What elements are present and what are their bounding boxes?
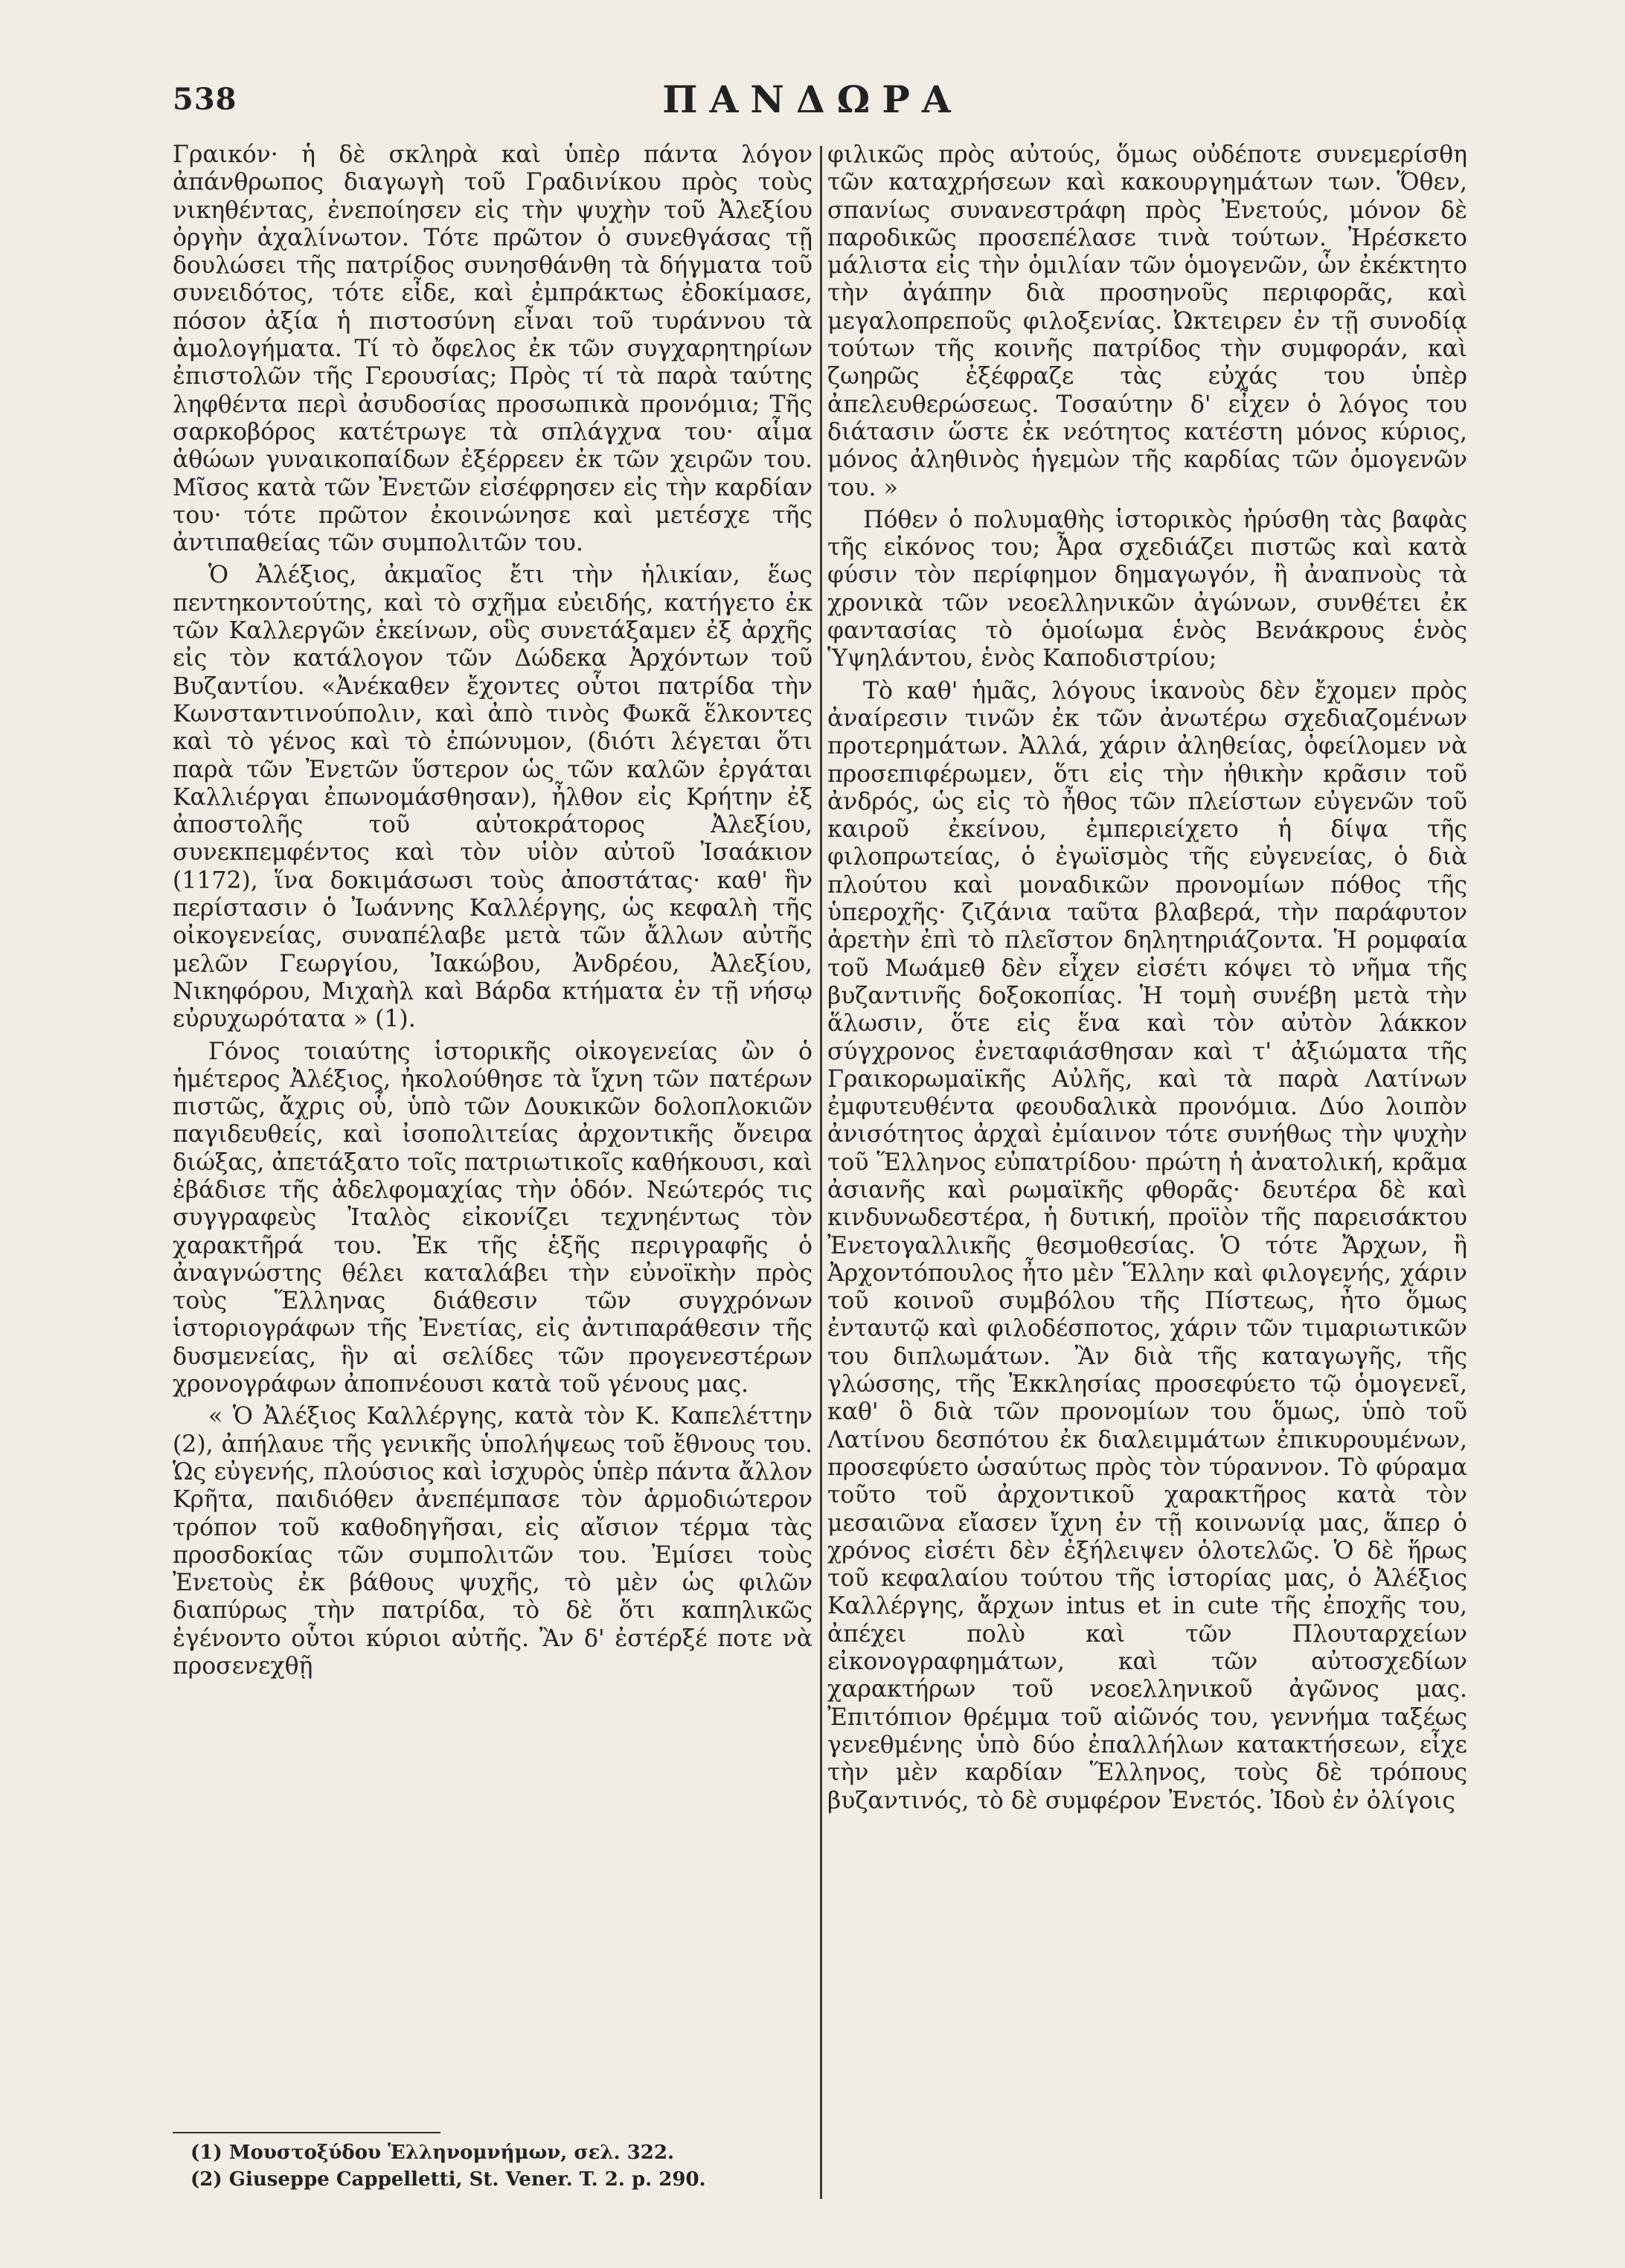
- running-head: ΠΑΝΔΩΡΑ: [662, 77, 963, 121]
- footnote-divider: [173, 2132, 440, 2133]
- footnotes: [190, 2139, 815, 2193]
- paragraph: Πόθεν ὁ πολυμαθὴς ἱστορικὸς ἠρύσθη τὰς βαφὰς τῆς εἰκόνος του; Ἆρα σχεδιάζει πιστῶς καὶ κατὰ φύσιν τὸν περίφημον δημαγωγόν, ἢ ἀναπνοὺς τὰ χρονικὰ τῶν νεοελληνικῶν ἀγώνων, συνθέτει ἐκ φαντασίας τὸ ὁμοίωμα ἑνὸς Βενάκρους ἑνὸς Ὑψηλάντου, ἑνὸς Καποδιστρίου;: [827, 506, 1467, 672]
- paragraph: Τὸ καθ' ἡμᾶς, λόγους ἱκανοὺς δὲν ἔχομεν πρὸς ἀναίρεσιν τινῶν ἐκ τῶν ἀνωτέρω σχεδιαζομένων προτερημάτων. Ἀλλά, χάριν ἀληθείας, ὀφείλομεν νὰ προσεπιφέρωμεν, ὅτι εἰς τὴν ἠθικὴν κρᾶσιν τοῦ ἀνδρός, ὡς εἰς τὸ ἦθος τῶν πλείστων εὐγενῶν τοῦ καιροῦ ἐκείνου, ἐμπεριείχετο ἡ δίψα τῆς φιλοπρωτείας, ὁ ἐγωϊσμὸς τῆς εὐγενείας, ὁ διὰ πλούτου καὶ μοναδικῶν προνομίων πόθος τῆς ὑπεροχῆς· ζιζάνια ταῦτα βλαβερά, τὴν παράφυτον ἀρετὴν ἐπὶ τὸ πλεῖστον δηλητηριάζοντα. Ἡ ρομφαία τοῦ Μωάμεθ δὲν εἶχεν εἰσέτι κόψει τὸ νῆμα τῆς βυζαντινῆς δοξοκοπίας. Ἡ τομὴ συνέβη μετὰ τὴν ἅλωσιν, ὅτε εἰς ἕνα καὶ τὸν αὐτὸν λάκκον σύγχρονος ἐνεταφιάσθησαν καὶ τ' ἀξιώματα τῆς Γραικορωμαϊκῆς Αὐλῆς, καὶ τὰ παρὰ Λατίνων ἐμφυτευθέντα φεουδαλικὰ προνόμια. Δύο λοιπὸν ἀνισότητος ἀρχαὶ ἐμίαινον τότε συνήθως τὴν ψυχὴν τοῦ Ἕλληνος εὐπατρίδου· πρώτη ἡ ἀνατολική, κρᾶμα ἀσιανῆς καὶ ρωμαϊκῆς φθορᾶς· δευτέρα δὲ καὶ κινδυνωδεστέρα, ἡ δυτική, προϊὸν τῆς παρεισάκτου Ἐνετογαλλικῆς θεσμοθεσίας. Ὁ τότε Ἄρχων, ἢ Ἀρχοντόπουλος ἦτο μὲν Ἕλλην καὶ φιλογενής, χάριν τοῦ κοινοῦ συμβόλου τῆς Πίστεως, ἦτο ὅμως ἐνταυτῷ καὶ φιλοδέσποτος, χάριν τῶν τιμαριωτικῶν του διπλωμάτων. Ἂν διὰ τῆς καταγωγῆς, τῆς γλώσσης, τῆς Ἐκκλησίας προσεφύετο τῷ ὁμογενεῖ, καθ' ὃ διὰ τῶν προνομίων του ὅμως, ὑπὸ τοῦ Λατίνου δεσπότου ἐκ διαλειμμάτων ἐπικυρουμένων, προσεφύετο ὡσαύτως πρὸς τὸν τύραννον. Τὸ φύραμα τοῦτο τοῦ ἀρχοντικοῦ χαρακτῆρος κατὰ τὸν μεσαιῶνα εἴασεν ἴχνη ἐν τῇ κοινωνίᾳ μας, ἅπερ ὁ χρόνος εἰσέτι δὲν ἐξήλειψεν ὁλοτελῶς. Ὁ δὲ ἥρως τοῦ κεφαλαίου τούτου τῆς ἱστορίας μας, ὁ Ἀλέξιος Καλλέργης, ἄρχων intus et in cute τῆς ἐποχῆς του, ἀπέχει πολὺ καὶ τῶν Πλουταρχείων εἰκονογραφημάτων, καὶ τῶν αὐτοσχεδίων χαρακτήρων τοῦ νεοελληνικοῦ ἀγῶνος μας. Ἐπιτόπιον θρέμμα τοῦ αἰῶνός του, γεννήμα ταξέως γενεθμένης ὑπὸ δύο ἐπαλλήλων κατακτήσεων, εἶχε τὴν μὲν καρδίαν Ἕλληνος, τοὺς δὲ τρόπους βυζαντινός, τὸ δὲ συμφέρον Ἐνετός. Ἰδοὺ ἐν ὀλίγοις: [827, 677, 1467, 1814]
- paragraph: Ὁ Ἀλέξιος, ἀκμαῖος ἔτι τὴν ἡλικίαν, ἕως πεντηκοντούτης, καὶ τὸ σχῆμα εὐειδής, κατήγετο ἐκ τῶν Καλλεργῶν ἐκείνων, οὓς συνετάξαμεν ἐξ ἀρχῆς εἰς τὸν κατάλογον τῶν Δώδεκα Ἀρχόντων τοῦ Βυζαντίου. «Ἀνέκαθεν ἔχοντες οὗτοι πατρίδα τὴν Κωνσταντινούπολιν, καὶ ἀπὸ τινὸς Φωκᾶ ἕλκοντες καὶ τὸ γένος καὶ τὸ ἐπώνυμον, (διότι λέγεται ὅτι παρὰ τῶν Ἐνετῶν ὕστερον ὡς τῶν καλῶν ἐργάται Καλλιέργαι ἐπωνομάσθησαν), ἦλθον εἰς Κρήτην ἐξ ἀποστολῆς τοῦ αὐτοκράτορος Ἀλεξίου, συνεκπεμφέντος καὶ τὸν υἱὸν αὐτοῦ Ἰσαάκιον (1172), ἵνα δοκιμάσωσι τοὺς ἀποστάτας· καθ' ἣν περίστασιν ὁ Ἰωάννης Καλλέργης, ὡς κεφαλὴ τῆς οἰκογενείας, συναπέλαβε μετὰ τῶν ἄλλων αὐτῆς μελῶν Γεωργίου, Ἰακώβου, Ἀνδρέου, Ἀλεξίου, Νικηφόρου, Μιχαὴλ καὶ Βάρδα κτήματα ἐν τῇ νήσῳ εὐρυχωρότατα » (1).: [173, 562, 812, 1033]
- page-number: 538: [173, 82, 237, 117]
- left-column: [173, 141, 812, 1680]
- column-divider: [820, 146, 822, 2199]
- paragraph: φιλικῶς πρὸς αὐτούς, ὅμως οὐδέποτε συνεμερίσθη τῶν καταχρήσεων καὶ κακουργημάτων των. Ὅθεν, σπανίως συνανεστράφη πρὸς Ἐνετούς, μόνον δὲ παροδικῶς προσεπέλασε τινὰ τούτων. Ἠρέσκετο μάλιστα εἰς τὴν ὁμιλίαν τῶν ὁμογενῶν, ὧν ἐκέκτητο τὴν ἀγάπην διὰ προσηνοῦς περιφορᾶς, καὶ μεγαλοπρεποῦς φιλοξενίας. Ὠκτειρεν ἐν τῇ συνοδίᾳ τούτων τῆς κοινῆς πατρίδος τὴν συμφοράν, καὶ ζωηρῶς ἐξέφραζε τὰς εὐχάς του ὑπὲρ ἀπελευθερώσεως. Τοσαύτην δ' εἶχεν ὁ λόγος του διάτασιν ὥστε ἐκ νεότητος κατέστη μόνος κύριος, μόνος ἀληθινὸς ἡγεμὼν τῆς καρδίας τῶν ὁμογενῶν του. »: [827, 141, 1467, 501]
- footnote: (1) Μουστοξύδου Ἑλληνομνήμων, σελ. 322.: [190, 2142, 675, 2164]
- paragraph: Γόνος τοιαύτης ἱστορικῆς οἰκογενείας ὢν ὁ ἡμέτερος Ἀλέξιος, ἠκολούθησε τὰ ἴχνη τῶν πατέρων πιστῶς, ἄχρις οὗ, ὑπὸ τῶν Δουκικῶν δολοπλοκιῶν παγιδευθείς, καὶ ἰσοπολιτείας ἀρχοντικῆς ὄνειρα διώξας, ἀπετάξατο τοῖς πατριωτικοῖς καθήκουσι, καὶ ἐβάδισε τῆς ἀδελφομαχίας τὴν ὁδόν. Νεώτερός τις συγγραφεὺς Ἰταλὸς εἰκονίζει τεχνηέντως τὸν χαρακτῆρά του. Ἐκ τῆς ἑξῆς περιγραφῆς ὁ ἀναγνώστης θέλει καταλάβει τὴν εὐνοϊκὴν πρὸς τοὺς Ἕλληνας διάθεσιν τῶν συγχρόνων ἱστοριογράφων τῆς Ἐνετίας, εἰς ἀντιπαράθεσιν τῆς δυσμενείας, ἣν αἱ σελίδες τῶν προγενεστέρων χρονογράφων ἀποπνέουσι κατὰ τοῦ γένους μας.: [173, 1038, 812, 1398]
- paragraph: « Ὁ Ἀλέξιος Καλλέργης, κατὰ τὸν Κ. Καπελέττην (2), ἀπήλαυε τῆς γενικῆς ὑπολήψεως τοῦ ἔθνους του. Ὡς εὐγενής, πλούσιος καὶ ἰσχυρὸς ὑπὲρ πάντα ἄλλον Κρῆτα, παιδιόθεν ἀνεπέμπασε τὸν ἁρμοδιώτερον τρόπον τοῦ καθοδηγῆσαι, εἰς αἴσιον τέρμα τὰς προσδοκίας τῶν συμπολιτῶν του. Ἐμίσει τοὺς Ἐνετοὺς ἐκ βάθους ψυχῆς, τὸ μὲν ὡς φιλῶν διαπύρως τὴν πατρίδα, τὸ δὲ ὅτι καπηλικῶς ἐγένοντο οὗτοι κύριοι αὐτῆς. Ἂν δ' ἐστέρξέ ποτε νὰ προσενεχθῇ: [173, 1403, 812, 1680]
- footnote: (2) Giuseppe Cappelletti, St. Vener. T. 2. p. 290.: [190, 2168, 706, 2191]
- paragraph: Γραικόν· ἡ δὲ σκληρὰ καὶ ὑπὲρ πάντα λόγον ἀπάνθρωπος διαγωγὴ τοῦ Γραδινίκου πρὸς τοὺς νικηθέντας, ἐνεποίησεν εἰς τὴν ψυχὴν τοῦ Ἀλεξίου ὀργὴν ἀχαλίνωτον. Τότε πρῶτον ὁ συνεθγάσας τῇ δουλώσει τῆς πατρίδος συνησθάνθη τὰ δήγματα τοῦ συνειδότος, τότε εἶδε, καὶ ἐμπράκτως ἐδοκίμασε, πόσον ἀξία ἡ πιστοσύνη εἶναι τοῦ τυράννου τὰ ἀμολογήματα. Τί τὸ ὄφελος ἐκ τῶν συγχαρητηρίων ἐπιστολῶν τῆς Γερουσίας; Πρὸς τί τὰ παρὰ ταύτης ληφθέντα περὶ ἀσυδοσίας προσωπικὰ προνόμια; Τῆς σαρκοβόρος κατέτρωγε τὰ σπλάγχνα του· αἷμα ἀθώων γυναικοπαίδων ἐξέρρεεν ἐκ τῶν χειρῶν του. Μῖσος κατὰ τῶν Ἐνετῶν εἰσέφρησεν εἰς τὴν καρδίαν του· τότε πρῶτον ἐκοινώνησε καὶ μετέσχε τῆς ἀντιπαθείας τῶν συμπολιτῶν του.: [173, 141, 812, 557]
- right-column: [827, 141, 1467, 1815]
